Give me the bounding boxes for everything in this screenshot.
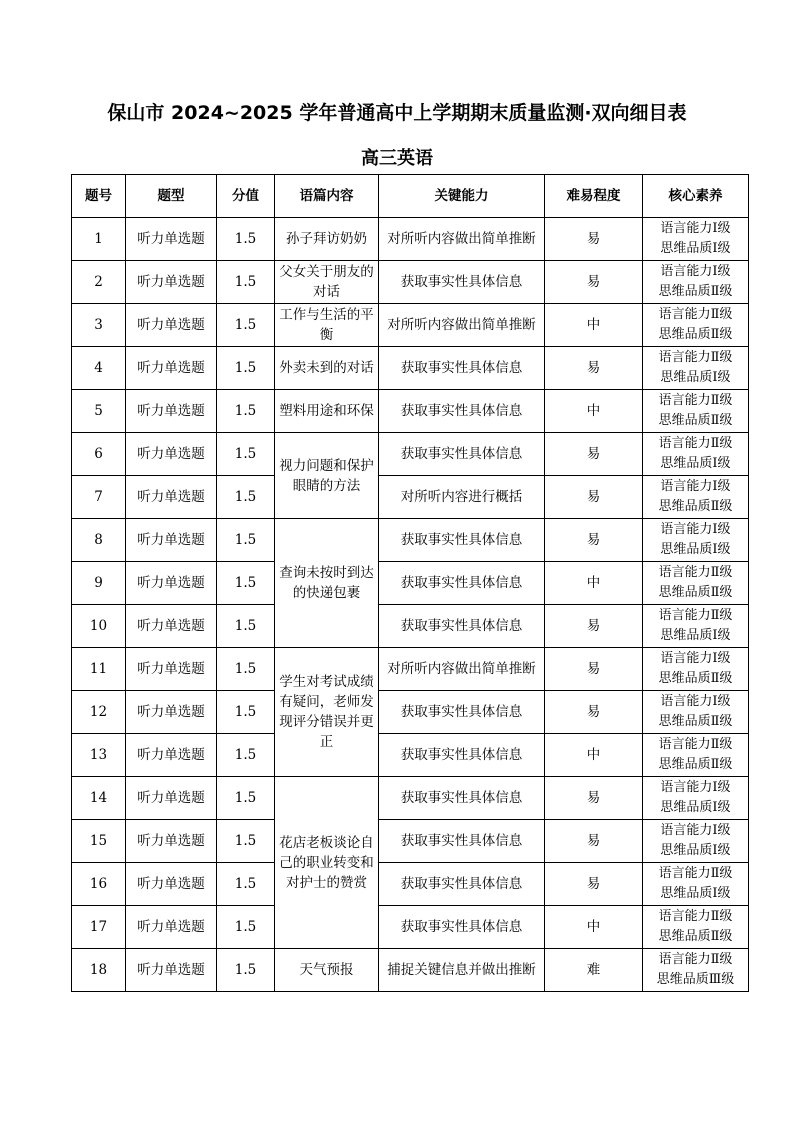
core-language: 语言能力Ⅰ级 xyxy=(660,694,731,709)
cell-score: 1.5 xyxy=(217,906,275,949)
cell-content: 视力问题和保护眼睛的方法 xyxy=(275,433,379,519)
cell-score: 1.5 xyxy=(217,476,275,519)
cell-difficulty: 易 xyxy=(545,519,643,562)
cell-ability: 获取事实性具体信息 xyxy=(379,863,545,906)
cell-number: 5 xyxy=(72,390,126,433)
cell-ability: 对所听内容进行概括 xyxy=(379,476,545,519)
cell-type: 听力单选题 xyxy=(126,734,217,777)
cell-core xyxy=(643,863,749,906)
cell-number: 7 xyxy=(72,476,126,519)
cell-type: 听力单选题 xyxy=(126,519,217,562)
table-row xyxy=(72,433,749,476)
cell-difficulty: 易 xyxy=(545,433,643,476)
header-ability: 关键能力 xyxy=(379,175,545,218)
cell-score: 1.5 xyxy=(217,261,275,304)
cell-number: 17 xyxy=(72,906,126,949)
cell-number: 13 xyxy=(72,734,126,777)
cell-difficulty: 易 xyxy=(545,218,643,261)
cell-type: 听力单选题 xyxy=(126,390,217,433)
cell-difficulty: 中 xyxy=(545,562,643,605)
cell-score: 1.5 xyxy=(217,820,275,863)
header-number: 题号 xyxy=(72,175,126,218)
cell-type: 听力单选题 xyxy=(126,648,217,691)
cell-number: 1 xyxy=(72,218,126,261)
cell-difficulty: 易 xyxy=(545,347,643,390)
cell-core xyxy=(643,390,749,433)
cell-difficulty: 易 xyxy=(545,476,643,519)
table-row xyxy=(72,820,749,863)
cell-type: 听力单选题 xyxy=(126,347,217,390)
cell-core xyxy=(643,648,749,691)
cell-number: 3 xyxy=(72,304,126,347)
core-thinking: 思维品质Ⅰ级 xyxy=(660,456,731,471)
core-language: 语言能力Ⅱ级 xyxy=(658,737,733,752)
cell-core xyxy=(643,906,749,949)
core-language: 语言能力Ⅱ级 xyxy=(658,436,733,451)
core-thinking: 思维品质Ⅲ级 xyxy=(656,972,735,987)
table-row xyxy=(72,562,749,605)
cell-difficulty: 中 xyxy=(545,304,643,347)
cell-type: 听力单选题 xyxy=(126,605,217,648)
cell-number: 2 xyxy=(72,261,126,304)
cell-score: 1.5 xyxy=(217,777,275,820)
core-language: 语言能力Ⅱ级 xyxy=(658,307,733,322)
core-language: 语言能力Ⅰ级 xyxy=(660,651,731,666)
table-row xyxy=(72,218,749,261)
core-language: 语言能力Ⅰ级 xyxy=(660,823,731,838)
core-thinking: 思维品质Ⅰ级 xyxy=(660,800,731,815)
header-content: 语篇内容 xyxy=(275,175,379,218)
cell-core xyxy=(643,519,749,562)
cell-difficulty: 易 xyxy=(545,605,643,648)
cell-type: 听力单选题 xyxy=(126,261,217,304)
cell-ability: 获取事实性具体信息 xyxy=(379,734,545,777)
table-row xyxy=(72,304,749,347)
cell-difficulty: 易 xyxy=(545,777,643,820)
cell-difficulty: 易 xyxy=(545,691,643,734)
cell-type: 听力单选题 xyxy=(126,691,217,734)
cell-type: 听力单选题 xyxy=(126,476,217,519)
cell-core xyxy=(643,433,749,476)
core-thinking: 思维品质Ⅰ级 xyxy=(660,370,731,385)
cell-core xyxy=(643,347,749,390)
cell-number: 16 xyxy=(72,863,126,906)
cell-score: 1.5 xyxy=(217,433,275,476)
cell-content: 天气预报 xyxy=(275,949,379,992)
table-row xyxy=(72,476,749,519)
table-row xyxy=(72,390,749,433)
cell-ability: 对所听内容做出简单推断 xyxy=(379,648,545,691)
cell-ability: 获取事实性具体信息 xyxy=(379,261,545,304)
cell-score: 1.5 xyxy=(217,648,275,691)
cell-core xyxy=(643,304,749,347)
core-language: 语言能力Ⅱ级 xyxy=(658,350,733,365)
core-thinking: 思维品质Ⅱ级 xyxy=(658,585,733,600)
core-thinking: 思维品质Ⅰ级 xyxy=(660,886,731,901)
cell-type: 听力单选题 xyxy=(126,218,217,261)
cell-number: 14 xyxy=(72,777,126,820)
header-core: 核心素养 xyxy=(643,175,749,218)
cell-number: 10 xyxy=(72,605,126,648)
core-language: 语言能力Ⅰ级 xyxy=(660,522,731,537)
cell-type: 听力单选题 xyxy=(126,562,217,605)
cell-ability: 对所听内容做出简单推断 xyxy=(379,218,545,261)
cell-core xyxy=(643,691,749,734)
core-thinking: 思维品质Ⅰ级 xyxy=(660,241,731,256)
header-type: 题型 xyxy=(126,175,217,218)
cell-number: 4 xyxy=(72,347,126,390)
core-language: 语言能力Ⅱ级 xyxy=(658,952,733,967)
core-thinking: 思维品质Ⅱ级 xyxy=(658,929,733,944)
cell-content: 学生对考试成绩有疑问，老师发现评分错误并更正 xyxy=(275,648,379,777)
table-row xyxy=(72,347,749,390)
cell-type: 听力单选题 xyxy=(126,863,217,906)
core-language: 语言能力Ⅱ级 xyxy=(658,608,733,623)
table-row xyxy=(72,605,749,648)
cell-type: 听力单选题 xyxy=(126,777,217,820)
cell-number: 11 xyxy=(72,648,126,691)
cell-difficulty: 中 xyxy=(545,906,643,949)
cell-ability: 获取事实性具体信息 xyxy=(379,820,545,863)
cell-difficulty: 易 xyxy=(545,863,643,906)
cell-core xyxy=(643,261,749,304)
cell-number: 6 xyxy=(72,433,126,476)
cell-ability: 获取事实性具体信息 xyxy=(379,347,545,390)
cell-core xyxy=(643,218,749,261)
cell-number: 15 xyxy=(72,820,126,863)
table-row xyxy=(72,691,749,734)
cell-type: 听力单选题 xyxy=(126,433,217,476)
cell-ability: 对所听内容做出简单推断 xyxy=(379,304,545,347)
table-row xyxy=(72,949,749,992)
cell-difficulty: 易 xyxy=(545,820,643,863)
cell-ability: 获取事实性具体信息 xyxy=(379,390,545,433)
core-thinking: 思维品质Ⅱ级 xyxy=(658,671,733,686)
document-title: 保山市 2024~2025 学年普通高中上学期期末质量监测·双向细目表 xyxy=(107,102,687,124)
table-row xyxy=(72,519,749,562)
cell-core xyxy=(643,820,749,863)
table-row xyxy=(72,863,749,906)
cell-score: 1.5 xyxy=(217,863,275,906)
cell-core xyxy=(643,949,749,992)
cell-difficulty: 难 xyxy=(545,949,643,992)
cell-type: 听力单选题 xyxy=(126,906,217,949)
cell-score: 1.5 xyxy=(217,562,275,605)
core-thinking: 思维品质Ⅱ级 xyxy=(658,757,733,772)
cell-ability: 获取事实性具体信息 xyxy=(379,562,545,605)
cell-content: 孙子拜访奶奶 xyxy=(275,218,379,261)
header-difficulty: 难易程度 xyxy=(545,175,643,218)
cell-number: 18 xyxy=(72,949,126,992)
core-language: 语言能力Ⅰ级 xyxy=(660,264,731,279)
core-language: 语言能力Ⅱ级 xyxy=(658,393,733,408)
core-language: 语言能力Ⅰ级 xyxy=(660,780,731,795)
cell-number: 12 xyxy=(72,691,126,734)
specification-table xyxy=(71,174,749,992)
cell-number: 8 xyxy=(72,519,126,562)
cell-content: 父女关于朋友的对话 xyxy=(275,261,379,304)
table-row xyxy=(72,261,749,304)
cell-content: 塑料用途和环保 xyxy=(275,390,379,433)
cell-score: 1.5 xyxy=(217,218,275,261)
cell-ability: 获取事实性具体信息 xyxy=(379,906,545,949)
cell-content: 外卖未到的对话 xyxy=(275,347,379,390)
document-subtitle: 高三英语 xyxy=(361,148,433,169)
cell-score: 1.5 xyxy=(217,949,275,992)
cell-score: 1.5 xyxy=(217,347,275,390)
cell-core xyxy=(643,734,749,777)
cell-score: 1.5 xyxy=(217,390,275,433)
cell-type: 听力单选题 xyxy=(126,304,217,347)
core-thinking: 思维品质Ⅰ级 xyxy=(660,542,731,557)
core-thinking: 思维品质Ⅱ级 xyxy=(658,714,733,729)
core-thinking: 思维品质Ⅱ级 xyxy=(658,284,733,299)
cell-ability: 获取事实性具体信息 xyxy=(379,777,545,820)
cell-score: 1.5 xyxy=(217,734,275,777)
core-language: 语言能力Ⅱ级 xyxy=(658,909,733,924)
cell-ability: 获取事实性具体信息 xyxy=(379,433,545,476)
cell-number: 9 xyxy=(72,562,126,605)
cell-ability: 获取事实性具体信息 xyxy=(379,605,545,648)
cell-core xyxy=(643,605,749,648)
table-header-row xyxy=(72,175,749,218)
cell-type: 听力单选题 xyxy=(126,949,217,992)
core-thinking: 思维品质Ⅱ级 xyxy=(658,327,733,342)
table-row xyxy=(72,648,749,691)
cell-core xyxy=(643,562,749,605)
cell-score: 1.5 xyxy=(217,304,275,347)
header-score: 分值 xyxy=(217,175,275,218)
cell-content: 查询未按时到达的快递包裹 xyxy=(275,519,379,648)
cell-core xyxy=(643,777,749,820)
core-language: 语言能力Ⅱ级 xyxy=(658,866,733,881)
core-language: 语言能力Ⅱ级 xyxy=(658,565,733,580)
table-row xyxy=(72,734,749,777)
cell-content: 花店老板谈论自己的职业转变和对护士的赞赏 xyxy=(275,777,379,949)
core-thinking: 思维品质Ⅰ级 xyxy=(660,843,731,858)
core-language: 语言能力Ⅰ级 xyxy=(660,479,731,494)
cell-score: 1.5 xyxy=(217,519,275,562)
cell-difficulty: 易 xyxy=(545,261,643,304)
cell-ability: 获取事实性具体信息 xyxy=(379,519,545,562)
table-row xyxy=(72,777,749,820)
cell-content: 工作与生活的平衡 xyxy=(275,304,379,347)
cell-difficulty: 中 xyxy=(545,734,643,777)
cell-difficulty: 易 xyxy=(545,648,643,691)
core-thinking: 思维品质Ⅱ级 xyxy=(658,499,733,514)
cell-core xyxy=(643,476,749,519)
cell-score: 1.5 xyxy=(217,605,275,648)
cell-type: 听力单选题 xyxy=(126,820,217,863)
table-row xyxy=(72,906,749,949)
cell-ability: 获取事实性具体信息 xyxy=(379,691,545,734)
core-thinking: 思维品质Ⅱ级 xyxy=(658,413,733,428)
cell-difficulty: 中 xyxy=(545,390,643,433)
cell-score: 1.5 xyxy=(217,691,275,734)
cell-ability: 捕捉关键信息并做出推断 xyxy=(379,949,545,992)
core-language: 语言能力Ⅰ级 xyxy=(660,221,731,236)
core-thinking: 思维品质Ⅰ级 xyxy=(660,628,731,643)
